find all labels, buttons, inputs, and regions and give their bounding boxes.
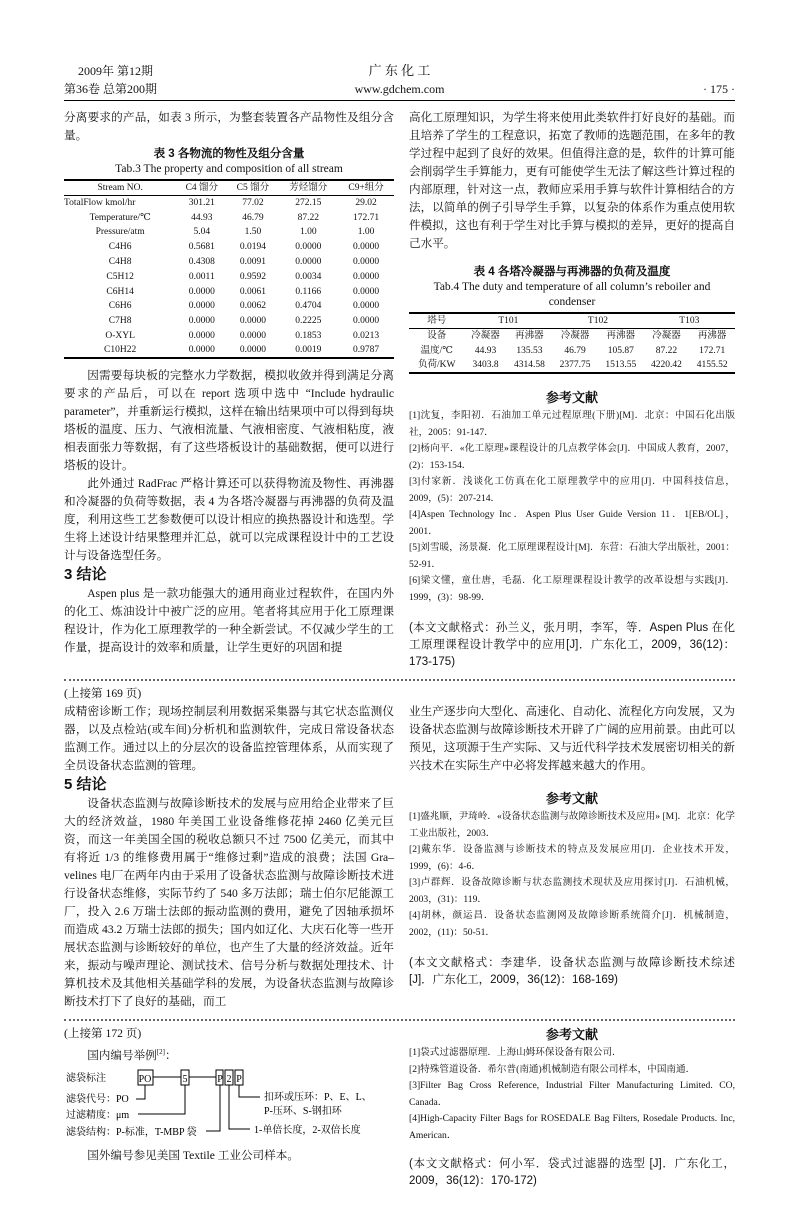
table-cell: 172.71 xyxy=(353,212,380,223)
table-cell: 4220.42 xyxy=(651,360,682,371)
structure-desc: 滤袋结构：P-标准，T-MBP 袋 xyxy=(66,1126,197,1138)
article1-right xyxy=(409,109,735,671)
article2 xyxy=(64,685,735,1011)
page-number: · 175 · xyxy=(703,82,735,96)
reference-list xyxy=(409,809,735,941)
table-cell: 0.0062 xyxy=(239,301,266,312)
references-title: 参考文献 xyxy=(545,390,598,406)
table-cell: Temperature/℃ xyxy=(89,212,151,223)
table-cell: Pressure/atm xyxy=(95,227,145,238)
code-precision: 5 xyxy=(182,1073,188,1085)
example-text: 国内编号举例 xyxy=(87,1048,157,1062)
table-cell: C6H14 xyxy=(106,286,134,297)
table-cell: 29.02 xyxy=(355,198,377,209)
paragraph: Aspen plus 是一款功能强大的通用商业过程软件，在国内外的化工、炼油设计中被广泛的应用。笔者将其应用于化工原理课程设计，作为化工原理教学的一种全新尝试。不仅减少学生的工作量，提高设计的效率和质量，让学生更好的巩固和提 xyxy=(64,587,394,655)
table-row xyxy=(64,196,394,211)
table-header-cell: Stream NO. xyxy=(97,183,143,193)
table-cell: 负荷/KW xyxy=(417,360,456,371)
article1-left xyxy=(64,109,394,657)
table-row xyxy=(64,314,394,329)
ring-desc-2: P-压环、S-钢扣环 xyxy=(264,1105,342,1117)
table-cell: 0.0000 xyxy=(353,271,380,282)
reference-item: [4]胡林，颜运昌．设备状态监测网及故障诊断系统简介[J]．机械制造，2002，(11)：50-51． xyxy=(409,910,735,938)
table-cell: 0.0019 xyxy=(295,345,322,356)
table-cell: 再沸器 xyxy=(697,331,727,342)
section-heading: 3 结论 xyxy=(64,566,107,584)
section-heading: 5 结论 xyxy=(64,776,107,794)
paragraph: 因需要每块板的完整水力学数据，模拟收敛并得到满足分离要求的产品后，可以在 report 选项中选中 “Include hydraulic parameter”，并重新运行模拟，这样在输出结果项中可以得到每块塔板的温度、压力、气液相流量、气液相密度、气液相粘度，液相表面张力等数据，有了这些塔板设计的基础数据，便可以进行塔板的设计。 xyxy=(64,369,394,473)
references-title: 参考文献 xyxy=(545,1027,598,1043)
paragraph: 高化工原理知识，为学生将来使用此类软件打好良好的基础。而且培养了学生的工程意识，拓宽了教师的选题范围，在多年的教学过程中起到了良好的效果。但值得注意的是，软件的计算可能会削弱学生手算能力，更有可能使学生无法了解这些计算过程的内部原理，针对这一点，教师应采用手算与软件计算相结合的方法，以简单的例子引导学生手算，以复杂的体系作为重点使用软件模拟，这也有利于学生对比手算与模拟的差异，更好的提高自己水平。 xyxy=(409,111,735,250)
table-cell: 0.5681 xyxy=(188,242,215,253)
table-cell: 172.71 xyxy=(699,345,726,356)
reference-item: [3]付家新．浅谈化工仿真在化工原理教学中的应用[J]．中国科技信息，2009，(5)：207-214． xyxy=(409,476,735,504)
reference-list xyxy=(409,1045,735,1144)
table-cell: 44.93 xyxy=(191,212,213,223)
footnote-ref: [2] xyxy=(156,1048,165,1057)
article-separator xyxy=(64,1019,735,1021)
table-cell: 0.4308 xyxy=(188,257,215,268)
table-row xyxy=(409,343,735,358)
table-cell: 0.2225 xyxy=(295,316,322,327)
journal-name: 广 东 化 工 xyxy=(368,63,431,78)
table-cell: 0.0011 xyxy=(188,271,215,282)
reference-item: [4]High-Capacity Filter Bags for ROSEDALE Bag Filters, Rosedale Products. Inc, American． xyxy=(409,1113,735,1141)
table-cell: 0.0061 xyxy=(239,286,266,297)
table-cell: 0.9592 xyxy=(239,271,266,282)
table-header-row xyxy=(409,313,735,329)
citation: (本文文献格式：李建华．设备状态监测与故障诊断技术综述[J]．广东化工，2009，36(12)：168-169) xyxy=(409,957,735,987)
paragraph: 成精密诊断工作；现场控制层利用数据采集器与其它状态监测仪器，以及点检站(或车间)分析机和监测软件，完成日常设备状态监测工作。通过以上的分层次的设备监控管理体系，从而实现了全员设备状态监测的管理。 xyxy=(64,705,394,773)
table-cell: 0.0091 xyxy=(239,257,266,268)
tower-t102: T102 xyxy=(587,316,608,326)
header-row-1 xyxy=(64,62,735,80)
table4-title-cn: 表 4 各塔冷凝器与再沸器的负荷及温度 xyxy=(473,266,671,278)
issue-label: 2009年 第12期 xyxy=(78,64,154,78)
reference-item: [3]Filter Bag Cross Reference, Industrial Filter Manufacturing Limited. CO, Canada． xyxy=(409,1080,735,1108)
reference-item: [2]戴东华．设备监测与诊断技术的特点及发展应用[J]．企业技术开发，1999，(6)：4-6． xyxy=(409,844,735,872)
table-cell: 3403.8 xyxy=(472,360,499,371)
table-cell: 0.0000 xyxy=(295,257,322,268)
table-cell: 1513.55 xyxy=(605,360,637,371)
table-cell: TotalFlow kmol/hr xyxy=(64,198,136,209)
precision-desc: 过滤精度：μm xyxy=(66,1109,130,1121)
article3-right xyxy=(409,1025,735,1190)
length-desc: 1-单倍长度，2-双倍长度 xyxy=(254,1124,361,1136)
table4 xyxy=(409,312,735,374)
ring-desc-1: 扣环或压环：P、E、L、 xyxy=(264,1091,372,1103)
table-cell: 87.22 xyxy=(655,345,678,356)
table-row xyxy=(409,329,735,344)
reference-item: [4]Aspen Technology Inc．Aspen Plus User Guide Version 11．1[EB/OL]，2001． xyxy=(409,509,735,537)
table-cell: C4H8 xyxy=(108,257,132,268)
table-cell: 0.0034 xyxy=(295,271,322,282)
article3-left xyxy=(64,1025,394,1165)
reference-item: [1]盛兆顺，尹琦岭．«设备状态监测与故障诊断技术及应用» [M]．北京：化学工业出版社，2003． xyxy=(409,811,735,839)
table-cell: 0.0000 xyxy=(295,242,322,253)
table-cell: C4H6 xyxy=(108,242,132,253)
table-row xyxy=(64,255,394,270)
table-cell: 0.4704 xyxy=(295,301,322,312)
table-cell: 87.22 xyxy=(297,212,319,223)
table-cell: 冷凝器 xyxy=(560,331,590,342)
table-row xyxy=(64,329,394,344)
paragraph: 国外编号参见美国 Textile 工业公司样本。 xyxy=(87,1148,299,1162)
table-cell: C5H12 xyxy=(106,271,134,282)
table3-title-en: Tab.3 The property and composition of all stream xyxy=(115,163,343,175)
table-header-cell: C5 馏分 xyxy=(236,183,270,193)
table-cell: 5.04 xyxy=(193,227,211,238)
table-body xyxy=(64,196,394,359)
table-row xyxy=(64,269,394,284)
table-cell: 2377.75 xyxy=(559,360,591,371)
table-row xyxy=(64,343,394,358)
article-separator xyxy=(64,679,735,681)
table3 xyxy=(64,179,394,359)
table-cell: O-XYL xyxy=(105,331,135,342)
table-cell: 44.93 xyxy=(474,345,497,356)
article3 xyxy=(64,1025,735,1190)
reference-item: [1]袋式过滤器原理．上海山姆环保设备有限公司． xyxy=(409,1047,622,1059)
table-cell: 46.79 xyxy=(564,345,586,356)
table-header-cell: C9+组分 xyxy=(348,183,384,193)
header-row-2 xyxy=(64,80,735,98)
continued-note: (上接第 172 页) xyxy=(64,1027,142,1041)
references-title: 参考文献 xyxy=(545,791,598,807)
table-row xyxy=(64,225,394,240)
table-cell: 0.0000 xyxy=(188,345,215,356)
filter-bag-code-diagram xyxy=(64,1067,394,1139)
table-header-cell: 芳烃馏分 xyxy=(289,183,328,193)
table-cell: 0.0000 xyxy=(353,286,380,297)
reference-item: [2]特殊管道设备．希尔普(南通)机械制造有限公司样本，中国南通． xyxy=(409,1063,696,1075)
citation: (本文文献格式：何小军．袋式过滤器的选型 [J]．广东化工，2009，36(12)：170-172) xyxy=(409,1158,735,1188)
table-cell: 272.15 xyxy=(295,198,322,209)
table-cell: 105.87 xyxy=(607,345,634,356)
table-cell: 再沸器 xyxy=(606,331,636,342)
table-row xyxy=(409,358,735,373)
table-body xyxy=(409,329,735,374)
code-po: PO xyxy=(138,1073,152,1085)
table-cell: 0.0000 xyxy=(188,316,215,327)
table3-title-cn: 表 3 各物流的物性及组分含量 xyxy=(153,148,305,160)
tower-label: 塔号 xyxy=(427,316,447,326)
article1 xyxy=(64,109,735,671)
table-row xyxy=(64,210,394,225)
table-cell: 0.0000 xyxy=(188,331,215,342)
paragraph: 此外通过 RadFrac 严格计算还可以获得物流及物性、再沸器和冷凝器的负荷等数据，表 4 为各塔冷凝器与再沸器的负荷及温度，利用这些工艺参数便可以设计相应的换热器设计和选型。学生将上述设计结果整理并汇总，就可以完成课程设计中的工艺设计与设备选型任务。 xyxy=(64,477,394,563)
reference-list xyxy=(409,408,735,606)
table-cell: 1.50 xyxy=(244,227,262,238)
table-cell: 0.0000 xyxy=(239,345,266,356)
paragraph: 设备状态监测与故障诊断技术的发展与应用给企业带来了巨大的经济效益，1980 年美国工业设备维修花掉 2460 亿美元巨资，而这一年美国全国的税收总额只不过 7500 亿美元，而其中有将近 1/3 的维修费用属于“维修过剩”造成的浪费；法国 Gra–velines 电厂在两年内由于采用了设备状态监测与故障诊断技术进行设备状态维修，实际节约了 540 多万法郎；瑞士伯尔尼能源工厂，投入 2.6 万瑞士法郎的振动监测的费用，避免了因轴承损坏而造成 43.2 万瑞士法郎的损失；国内如辽化、大庆石化等一些开展状态监测与诊断较好的单位，也产生了大量的经济效益。近年来，振动与噪声理论、测试技术、信号分析与数据处理技术、计算机技术及其他相关基础学科的发展，为设备状态监测与故障诊断技术打下了良好的基础，而工 xyxy=(64,797,394,1009)
table-cell: 301.21 xyxy=(188,198,215,209)
table-cell: 冷凝器 xyxy=(652,331,681,342)
table-cell: 0.0194 xyxy=(239,242,266,253)
table-row xyxy=(64,240,394,255)
reference-item: [5]刘雪暖，汤景凝．化工原理课程设计[M]．东营：石油大学出版社，2001：52-91． xyxy=(409,542,735,570)
table-cell: 135.53 xyxy=(516,345,543,356)
table-cell: 0.0000 xyxy=(239,316,266,327)
tower-t101: T101 xyxy=(498,316,519,326)
table4-title-en: Tab.4 The duty and temperature of all column’s reboiler and condenser xyxy=(433,281,711,308)
table-cell: 温度/℃ xyxy=(420,345,453,356)
table-cell: 0.0000 xyxy=(239,331,266,342)
tower-t103: T103 xyxy=(679,316,700,326)
table-cell: 0.0000 xyxy=(353,301,380,312)
table-cell: 设备 xyxy=(427,331,447,342)
code-structure: P xyxy=(217,1073,223,1085)
article2-left xyxy=(64,685,394,1011)
table-row xyxy=(64,284,394,299)
table-cell: 46.79 xyxy=(242,212,264,223)
table-header-cell: C4 馏分 xyxy=(185,183,219,193)
table-header-row xyxy=(64,180,394,196)
code-desc: 滤袋代号：PO xyxy=(66,1093,129,1105)
diagram-label: 滤袋标注 xyxy=(66,1072,106,1084)
table-cell: 4155.52 xyxy=(696,360,728,371)
code-length: 2 xyxy=(226,1073,232,1085)
table-cell: 0.9787 xyxy=(353,345,380,356)
citation: (本文文献格式：孙兰义，张月明，李军，等．Aspen Plus 在化工原理课程设计教学中的应用[J]．广东化工，2009，36(12)：173-175) xyxy=(409,622,735,669)
table-cell: C6H6 xyxy=(108,301,132,312)
table-cell: 再沸器 xyxy=(515,331,544,342)
table-cell: 0.0000 xyxy=(353,242,380,253)
reference-item: [3]卢群辉．设备故障诊断与状态监测技术现状及应用探讨[J]．石油机械，2003，(31)：119． xyxy=(409,877,735,905)
table-cell: 0.0213 xyxy=(353,331,380,342)
table-cell: 冷凝器 xyxy=(471,331,500,342)
table-cell: 0.1166 xyxy=(295,286,322,297)
code-ring: P xyxy=(236,1073,242,1085)
article2-right xyxy=(409,685,735,989)
table-cell: 4314.58 xyxy=(513,360,545,371)
table-cell: 0.0000 xyxy=(188,286,215,297)
table-cell: 1.00 xyxy=(299,227,317,238)
volume-label: 第36卷 总第200期 xyxy=(64,82,158,96)
table-cell: 77.02 xyxy=(242,198,264,209)
table-cell: 1.00 xyxy=(357,227,375,238)
reference-item: [6]梁文懂，童仕唐，毛磊．化工原理课程设计教学的改革设想与实践[J]．1999，(3)：98-99． xyxy=(409,575,735,603)
header-rule xyxy=(64,100,735,101)
table-cell: 0.0000 xyxy=(353,257,380,268)
reference-item: [1]沈复，李阳初．石油加工单元过程原理(下册)[M]．北京：中国石化出版社，2005：91-147． xyxy=(409,410,735,438)
example-heading: 国内编号举例[2]： xyxy=(87,1048,177,1062)
table-cell: 0.0000 xyxy=(188,301,215,312)
table-cell: C7H8 xyxy=(108,316,132,327)
header-spacer xyxy=(535,62,735,80)
paragraph: 业生产逐步向大型化、高速化、自动化、流程化方向发展，又为设备状态监测与故障诊断技术开辟了广阔的应用前景。由此可以预见，这项源于生产实际、又与近代科学技术发展密切相关的新兴技术在实际生产中必将发挥越来越大的作用。 xyxy=(409,705,735,773)
reference-item: [2]杨向平．«化工原理»课程设计的几点教学体会[J]．中国成人教育，2007，(2)：153-154． xyxy=(409,443,735,471)
continued-note: (上接第 169 页) xyxy=(64,687,142,701)
table-row xyxy=(64,299,394,314)
intro-text: 分离要求的产品，如表 3 所示，为整套装置各产品物性及组分含量。 xyxy=(64,111,394,142)
table-cell: C10H22 xyxy=(104,345,137,356)
journal-url: www.gdchem.com xyxy=(354,82,445,96)
table-cell: 0.0000 xyxy=(353,316,380,327)
table-cell: 0.1853 xyxy=(295,331,322,342)
